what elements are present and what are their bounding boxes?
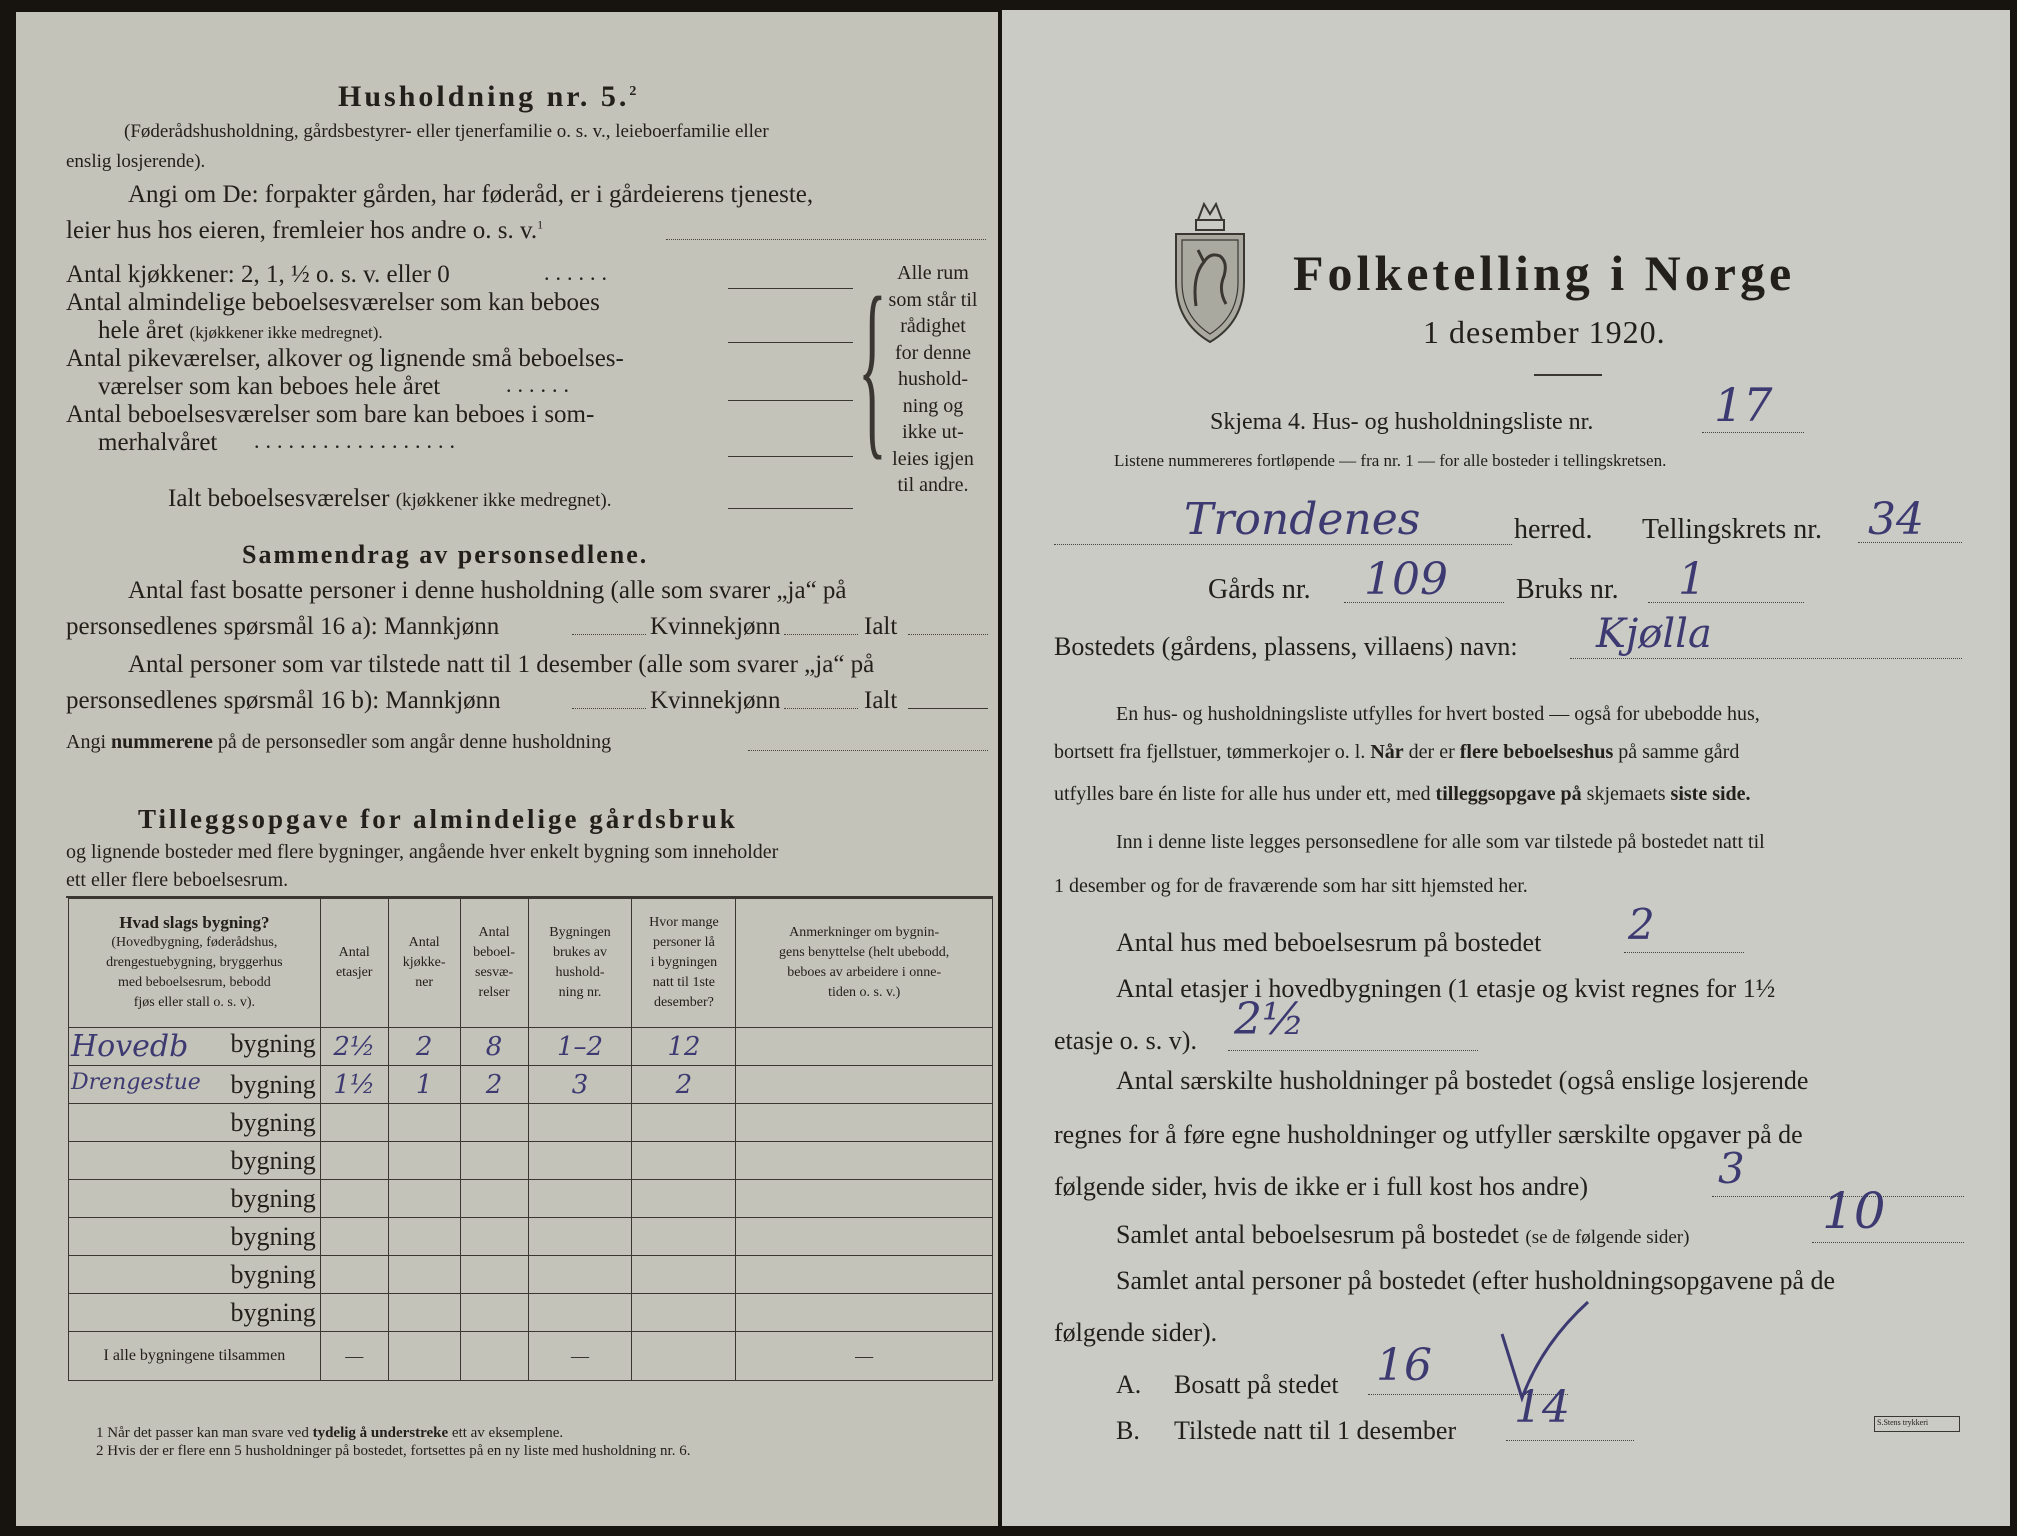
census-date: 1 desember 1920. <box>1423 314 1666 350</box>
floors-value: 2½ <box>1234 994 1305 1045</box>
bosted-label: Bostedets (gårdens, plassens, villaens) navn: <box>1054 632 1518 661</box>
household-cell[interactable] <box>528 1294 632 1332</box>
present-female-label: Kvinnekjønn <box>650 687 781 714</box>
angi-line-2: leier hus hos eieren, fremleier hos andre o. s. v.$^1$ <box>66 217 544 244</box>
building-label: bygning <box>230 1069 316 1099</box>
kitchens-cell[interactable] <box>388 1104 460 1142</box>
household-cell[interactable]: 3 <box>528 1066 632 1104</box>
side-note-line: til andre. <box>897 474 969 496</box>
bosted-value: Kjølla <box>1596 611 1712 657</box>
bruks-value: 1 <box>1678 554 1706 605</box>
household-cell[interactable] <box>528 1180 632 1218</box>
resident-female-field[interactable] <box>784 634 858 635</box>
building-label: bygning <box>230 1029 316 1058</box>
total-rooms-label: Samlet antal beboelsesrum på bostedet (se de følgende sider) <box>1116 1220 1690 1249</box>
building-label: bygning <box>230 1107 316 1137</box>
footnote-2: 2 Hvis der er flere enn 5 husholdninger på bostedet, fortsettes på en ny liste med husholdning nr. 6. <box>96 1443 691 1459</box>
angi-line-1: Angi om De: forpakter gården, har føderåd, er i gårdeierens tjeneste, <box>128 181 814 208</box>
kitchens-cell[interactable] <box>388 1256 460 1294</box>
resident-male-field[interactable] <box>572 634 646 635</box>
present-b-field[interactable] <box>1506 1440 1634 1441</box>
col-header-bold: Hvad slags bygning? <box>119 913 270 932</box>
instruction-2-line-2: 1 desember og for de fraværende som har sitt hjemsted her. <box>1054 875 1528 897</box>
persons-cell[interactable] <box>632 1256 736 1294</box>
number-field[interactable] <box>748 750 988 751</box>
building-cell[interactable] <box>69 1218 321 1256</box>
kitchens-field[interactable] <box>728 288 853 289</box>
households-line-3: følgende sider, hvis de ikke er i full kost hos andre) <box>1054 1172 1588 1201</box>
floors-cell[interactable] <box>320 1256 388 1294</box>
floors-line-2: etasje o. s. v). <box>1054 1026 1197 1055</box>
col-header-line: hushold- <box>555 965 605 980</box>
col-header-line: personer lå <box>652 935 715 950</box>
col-header-household <box>528 899 632 1028</box>
total-persons[interactable] <box>632 1332 736 1381</box>
persons-cell[interactable] <box>632 1180 736 1218</box>
floors-cell[interactable]: 1½ <box>320 1066 388 1104</box>
floors-cell[interactable] <box>320 1180 388 1218</box>
remarks-cell[interactable] <box>736 1256 993 1294</box>
resident-line-1: Antal fast bosatte personer i denne husholdning (alle som svarer „ja“ på <box>128 577 847 604</box>
remarks-cell[interactable] <box>736 1142 993 1180</box>
side-note-line: hushold- <box>898 368 968 390</box>
gards-value: 109 <box>1364 554 1448 605</box>
table-row <box>69 1142 993 1180</box>
side-note-line: ning og <box>902 394 964 417</box>
col-header-line: sesvæ- <box>475 965 514 980</box>
present-b-text: Tilstede natt til 1 desember <box>1174 1416 1457 1445</box>
floors-cell[interactable]: 2½ <box>320 1028 388 1066</box>
col-header-line: Bygningen <box>549 925 611 940</box>
household-cell[interactable] <box>528 1104 632 1142</box>
col-header-line: Anmerkninger om bygnin- <box>789 925 940 940</box>
table-row <box>69 1028 993 1066</box>
building-cell[interactable] <box>69 1104 321 1142</box>
building-label: bygning <box>230 1183 316 1213</box>
rooms-cell[interactable] <box>460 1180 528 1218</box>
household-subtitle-2: enslig losjerende). <box>66 151 206 172</box>
col-header-line: kjøkke- <box>402 955 446 970</box>
present-female-field[interactable] <box>784 708 858 709</box>
krets-value: 34 <box>1868 494 1924 545</box>
remarks-cell[interactable] <box>736 1294 993 1332</box>
schema-number-field[interactable] <box>1702 432 1804 433</box>
krets-label: Tellingskrets nr. <box>1642 514 1823 545</box>
table-row <box>69 1180 993 1218</box>
resident-a-text: Bosatt på stedet <box>1174 1370 1339 1399</box>
col-header-line: (Hovedbygning, føderådshus, <box>111 935 278 950</box>
summer-rooms-label: Antal beboelsesværelser som bare kan beboes i som- <box>66 401 595 428</box>
maid-rooms-dots: ...... <box>506 372 575 397</box>
col-header-line: natt til 1ste <box>652 975 715 990</box>
total-rooms[interactable] <box>460 1332 528 1381</box>
side-note-line: for denne <box>894 341 972 364</box>
col-header-line: Hvor mange <box>649 915 719 930</box>
side-note-line: leies igjen <box>892 447 974 470</box>
households-line-1: Antal særskilte husholdninger på bostedet (også enslige losjerende <box>1116 1066 1809 1095</box>
instruction-2-line-1: Inn i denne liste legges personsedlene for alle som var tilstede på bostedet natt til <box>1116 831 1765 853</box>
side-note-line: Alle rum <box>897 262 969 284</box>
total-rooms-label: Ialt beboelsesværelser (kjøkkener ikke medregnet). <box>168 485 612 512</box>
col-header-line: tiden o. s. v.) <box>828 985 901 1000</box>
right-page <box>1002 10 2010 1526</box>
kitchens-cell[interactable] <box>388 1218 460 1256</box>
total-remarks: — <box>736 1332 993 1381</box>
remarks-cell[interactable] <box>736 1218 993 1256</box>
rooms-label: Antal almindelige beboelsesværelser som kan beboes <box>66 289 600 316</box>
total-rooms-value: 10 <box>1822 1182 1886 1240</box>
rooms-field[interactable] <box>728 342 853 343</box>
col-header-persons <box>632 899 736 1028</box>
rooms-cell[interactable] <box>460 1218 528 1256</box>
side-note <box>874 260 992 499</box>
instruction-1-line-3: utfylles bare én liste for alle hus under ett, med tilleggsopgave på skjemaets siste side. <box>1054 783 1751 805</box>
present-line-2: personsedlenes spørsmål 16 b): Mannkjønn <box>66 687 501 714</box>
household-cell[interactable] <box>528 1256 632 1294</box>
col-header-rooms <box>460 899 528 1028</box>
col-header-line: ner <box>415 975 434 990</box>
rooms-cell[interactable] <box>460 1256 528 1294</box>
herred-label: herred. <box>1514 514 1593 545</box>
col-header-line: etasjer <box>335 965 373 980</box>
households-value: 3 <box>1718 1144 1745 1193</box>
total-persons-line-2: følgende sider). <box>1054 1318 1218 1347</box>
floors-cell[interactable] <box>320 1104 388 1142</box>
col-header-line: gens benyttelse (helt ubebodd, <box>779 945 950 960</box>
summary-title: Sammendrag av personsedlene. <box>242 540 649 569</box>
supplement-title: Tilleggsopgave for almindelige gårdsbruk <box>138 804 738 834</box>
kitchens-cell[interactable] <box>388 1294 460 1332</box>
present-total-field[interactable] <box>908 708 988 709</box>
kitchens-label: Antal kjøkkener: 2, 1, ½ o. s. v. eller 0 <box>66 261 450 288</box>
side-note-line: ikke ut- <box>902 421 964 443</box>
summer-rooms-label-2: merhalvåret <box>98 429 218 456</box>
rooms-cell[interactable] <box>460 1142 528 1180</box>
building-label: bygning <box>230 1221 316 1251</box>
col-header-line: beboel- <box>473 945 516 960</box>
schema-label: Skjema 4. Hus- og husholdningsliste nr. <box>1210 409 1594 435</box>
floors-cell[interactable] <box>320 1142 388 1180</box>
summer-rooms-field[interactable] <box>728 456 853 457</box>
col-header-kitchens <box>388 899 460 1028</box>
col-header-line: Antal <box>478 925 510 940</box>
coat-of-arms-icon <box>1170 196 1250 346</box>
persons-cell[interactable]: 2 <box>632 1066 736 1104</box>
left-page <box>16 12 998 1526</box>
persons-cell[interactable] <box>632 1142 736 1180</box>
table-row <box>69 1104 993 1142</box>
table-row <box>69 1294 993 1332</box>
total-persons-line-1: Samlet antal personer på bostedet (efter husholdningsopgavene på de <box>1116 1266 1836 1295</box>
persons-cell[interactable] <box>632 1218 736 1256</box>
building-cell[interactable] <box>69 1180 321 1218</box>
bruks-field[interactable] <box>1648 602 1804 603</box>
building-table <box>68 898 993 1381</box>
col-header-line: Antal <box>338 945 370 960</box>
table-header-row <box>69 899 993 1028</box>
title-rule <box>1534 374 1602 376</box>
houses-label: Antal hus med beboelsesrum på bostedet <box>1116 928 1542 957</box>
supplement-desc-1: og lignende bosteder med flere bygninger, angående hver enkelt bygning som inneholder <box>66 841 779 863</box>
maid-rooms-label: Antal pikeværelser, alkover og lignende små beboelses- <box>66 345 624 372</box>
resident-total-field[interactable] <box>908 634 988 635</box>
present-male-field[interactable] <box>572 708 646 709</box>
col-header-remarks <box>736 899 993 1028</box>
present-b-value: 14 <box>1514 1382 1570 1433</box>
household-cell[interactable] <box>528 1142 632 1180</box>
remarks-cell[interactable] <box>736 1104 993 1142</box>
col-header-line: med beboelsesrum, bebodd <box>117 975 271 990</box>
total-label: I alle bygningene tilsammen <box>69 1332 321 1381</box>
col-header-line: drengestuebygning, bryggerhus <box>106 955 283 970</box>
total-household: — <box>528 1332 632 1381</box>
footnote-1: 1 Når det passer kan man svare ved tydelig å understreke ett av eksemplene. <box>96 1425 564 1441</box>
building-label: bygning <box>230 1297 316 1327</box>
kitchens-cell[interactable] <box>388 1180 460 1218</box>
col-header-line: Antal <box>408 935 440 950</box>
resident-total-label: Ialt <box>864 613 898 640</box>
building-cell[interactable] <box>69 1256 321 1294</box>
table-row <box>69 1066 993 1104</box>
household-cell[interactable] <box>528 1218 632 1256</box>
col-header-line: i bygningen <box>650 955 718 970</box>
floors-cell[interactable] <box>320 1294 388 1332</box>
maid-rooms-label-2: værelser som kan beboes hele året <box>98 373 441 400</box>
instruction-1-line-2: bortsett fra fjellstuer, tømmerkojer o. l. Når der er flere beboelseshus på samme gård <box>1054 741 1740 763</box>
col-header-line: relser <box>478 985 510 1000</box>
present-b-label: B. <box>1116 1416 1140 1445</box>
total-floors: — <box>320 1332 388 1381</box>
households-line-2: regnes for å føre egne husholdninger og utfyller særskilte opgaver på de <box>1054 1120 1803 1149</box>
supplement-desc-2: ett eller flere beboelsesrum. <box>66 869 289 891</box>
side-note-line: rådighet <box>900 315 966 337</box>
table-row <box>69 1218 993 1256</box>
col-header-floors <box>320 899 388 1028</box>
rooms-cell[interactable]: 8 <box>460 1028 528 1066</box>
herred-value: Trondenes <box>1184 494 1421 545</box>
total-rooms-field[interactable] <box>1812 1242 1964 1243</box>
building-label: bygning <box>230 1259 316 1289</box>
col-header-line: desember? <box>653 995 714 1010</box>
household-title: Husholdning nr. 5.$^2$ <box>338 80 640 113</box>
kitchens-dots: ...... <box>544 260 613 285</box>
building-label: bygning <box>230 1145 316 1175</box>
persons-cell[interactable] <box>632 1294 736 1332</box>
summer-rooms-dots: .................. <box>254 428 461 453</box>
kitchens-cell[interactable]: 2 <box>388 1028 460 1066</box>
printer-stamp-text: S.Stens trykkeri <box>1877 1418 1929 1427</box>
floors-cell[interactable] <box>320 1218 388 1256</box>
resident-female-label: Kvinnekjønn <box>650 613 781 640</box>
gards-label: Gårds nr. <box>1208 574 1311 605</box>
printer-stamp <box>1874 1416 1960 1432</box>
houses-value: 2 <box>1628 900 1655 949</box>
total-kitchens[interactable] <box>388 1332 460 1381</box>
col-header-line: fjøs eller stall o. s. v). <box>133 995 256 1010</box>
building-name: Drengestue <box>71 1069 201 1095</box>
side-note-line: som står til <box>888 288 978 311</box>
bosted-field[interactable] <box>1570 658 1962 659</box>
remarks-cell[interactable] <box>736 1028 993 1066</box>
rooms-cell[interactable]: 2 <box>460 1066 528 1104</box>
rooms-cell[interactable] <box>460 1294 528 1332</box>
listene-note: Listene nummereres fortløpende — fra nr. 1 — for alle bosteder i tellingskretsen. <box>1114 451 1667 470</box>
bruks-label: Bruks nr. <box>1516 574 1619 605</box>
building-cell[interactable] <box>69 1294 321 1332</box>
brace-icon: { <box>858 258 887 476</box>
present-line-1: Antal personer som var tilstede natt til 1 desember (alle som svarer „ja“ på <box>128 651 875 678</box>
table-row <box>69 1256 993 1294</box>
persons-cell[interactable]: 12 <box>632 1028 736 1066</box>
building-cell[interactable] <box>69 1028 321 1066</box>
building-cell[interactable] <box>69 1066 321 1104</box>
rooms-cell[interactable] <box>460 1104 528 1142</box>
floors-line-1: Antal etasjer i hovedbygningen (1 etasje og kvist regnes for 1½ <box>1116 974 1776 1003</box>
remarks-cell[interactable] <box>736 1180 993 1218</box>
col-header-building-type <box>69 899 321 1028</box>
col-header-line: beboes av arbeidere i onne- <box>787 965 942 980</box>
household-subtitle: (Føderådshusholdning, gårdsbestyrer- eller tjenerfamilie o. s. v., leieboerfamilie eller <box>124 121 769 142</box>
resident-a-value: 16 <box>1376 1340 1432 1391</box>
household-cell[interactable]: 1–2 <box>528 1028 632 1066</box>
col-header-line: ning nr. <box>558 985 602 1000</box>
angi-answer-line[interactable] <box>666 239 986 240</box>
resident-a-label: A. <box>1116 1370 1142 1399</box>
table-total-row <box>69 1332 993 1381</box>
col-header-line: brukes av <box>552 945 608 960</box>
building-name: Hovedb <box>71 1029 189 1064</box>
schema-number: 17 <box>1714 378 1773 432</box>
floors-field[interactable] <box>1228 1050 1478 1051</box>
remarks-cell[interactable] <box>736 1066 993 1104</box>
census-title: Folketelling i Norge <box>1293 245 1796 301</box>
number-instruction: Angi nummerene på de personsedler som angår denne husholdning <box>66 731 612 753</box>
instruction-1-line-1: En hus- og husholdningsliste utfylles for hvert bosted — også for ubebodde hus, <box>1116 703 1760 725</box>
present-total-label: Ialt <box>864 687 898 714</box>
maid-rooms-field[interactable] <box>728 400 853 401</box>
resident-line-2: personsedlenes spørsmål 16 a): Mannkjønn <box>66 613 500 640</box>
houses-field[interactable] <box>1624 952 1744 953</box>
kitchens-cell[interactable] <box>388 1142 460 1180</box>
rooms-label-2: hele året (kjøkkener ikke medregnet). <box>98 317 383 344</box>
building-cell[interactable] <box>69 1142 321 1180</box>
kitchens-cell[interactable]: 1 <box>388 1066 460 1104</box>
total-rooms-field[interactable] <box>728 508 853 509</box>
persons-cell[interactable] <box>632 1104 736 1142</box>
